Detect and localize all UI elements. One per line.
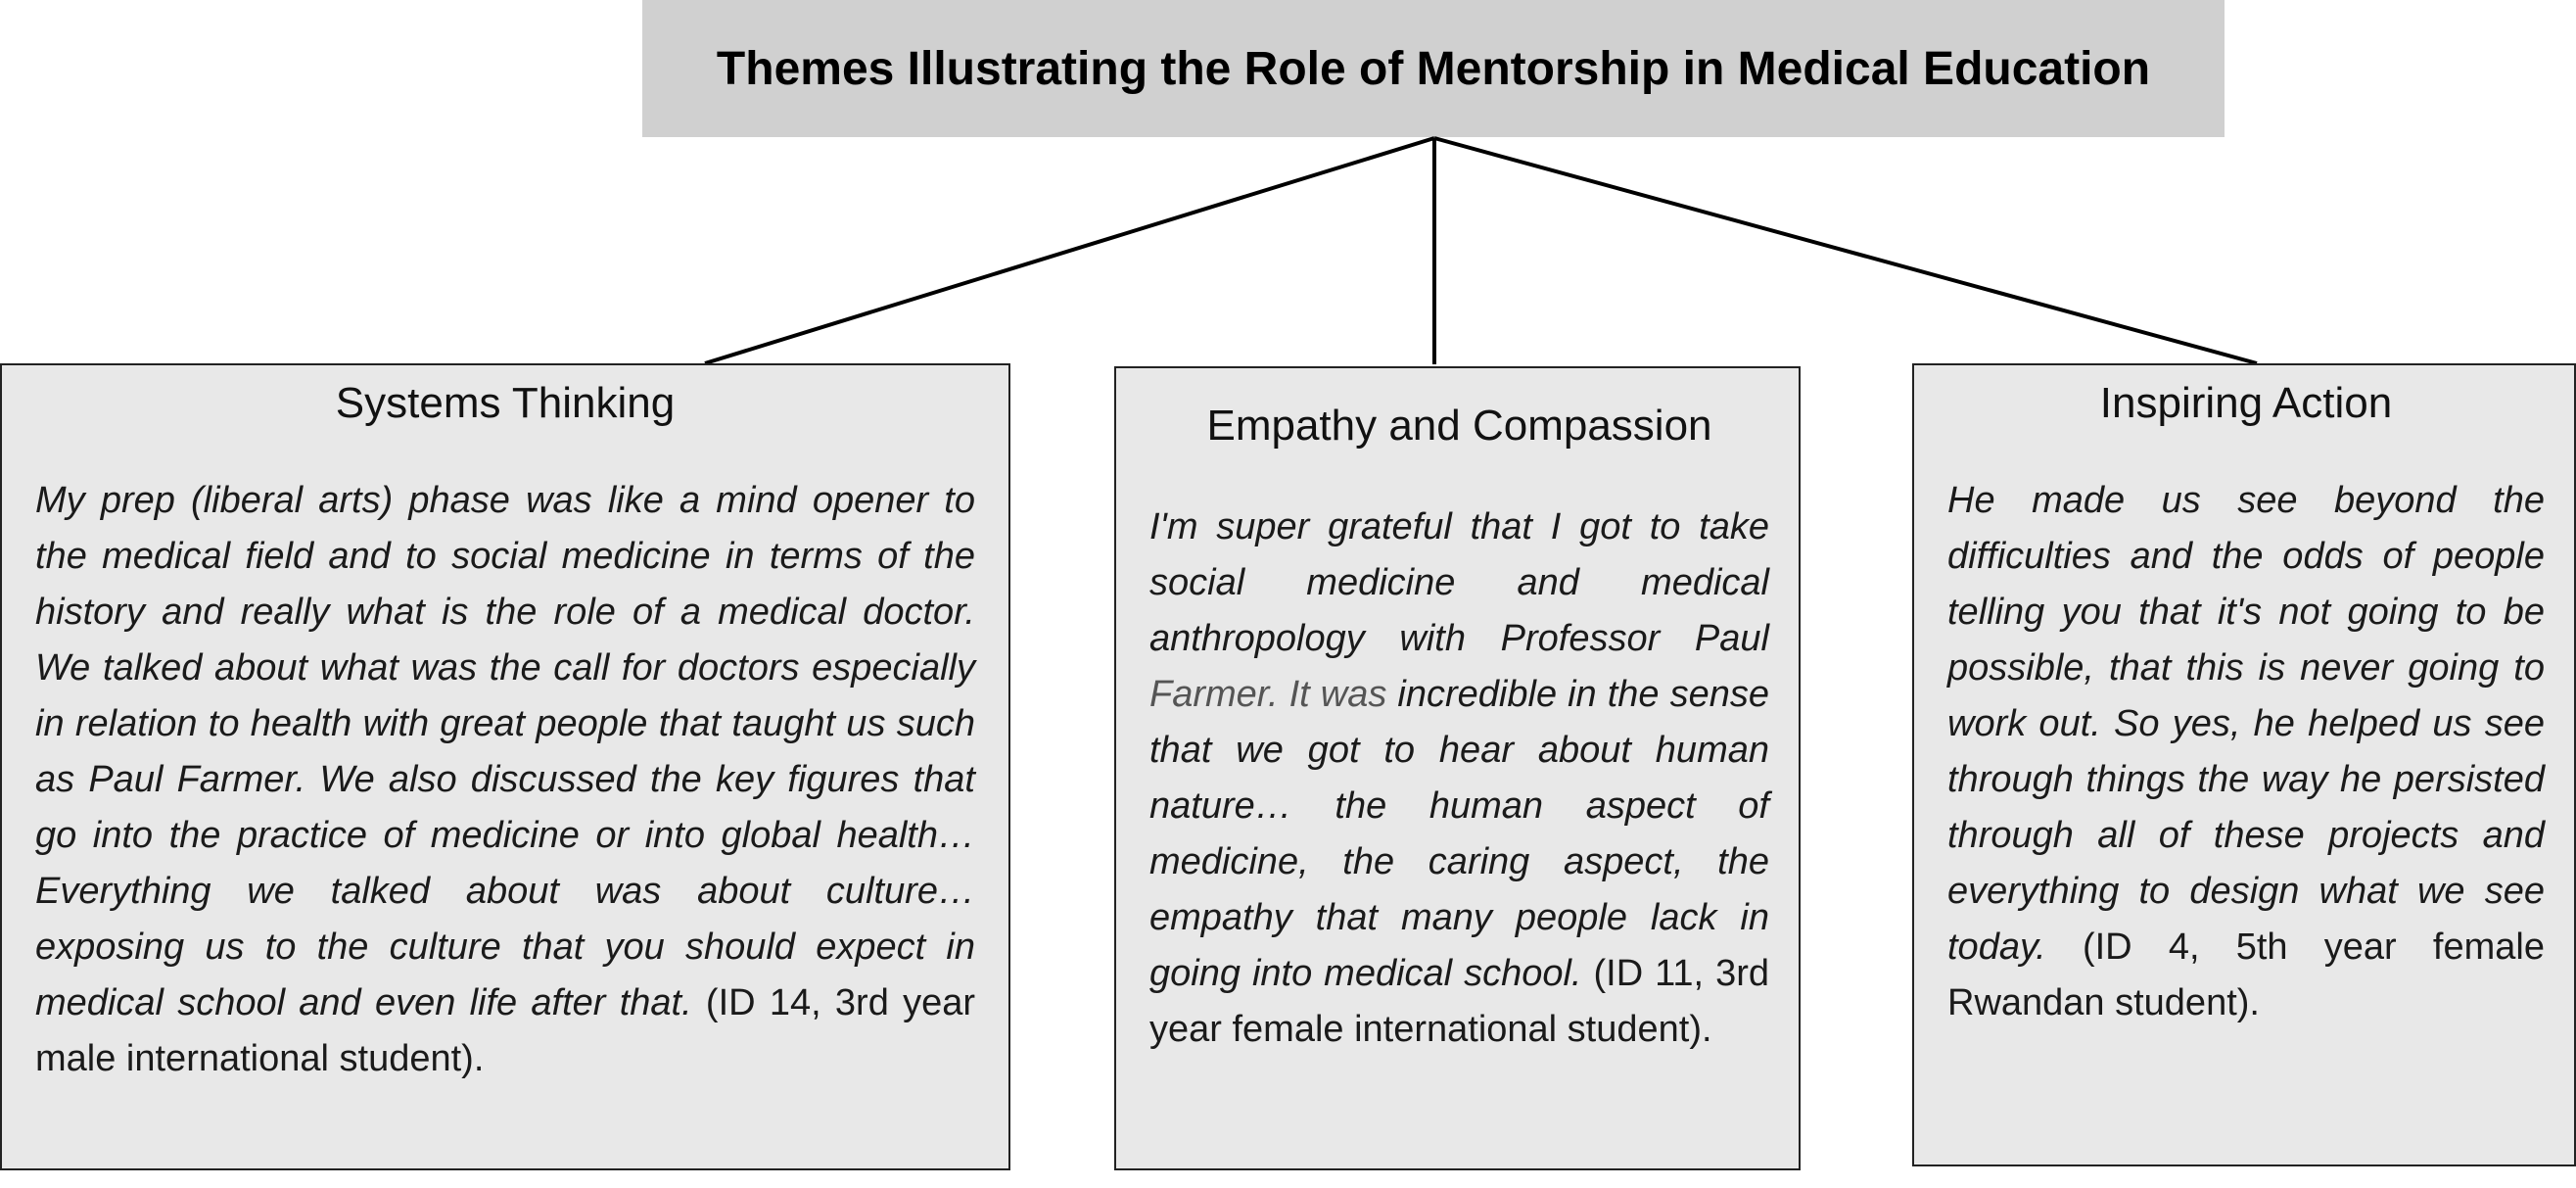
theme-box-systems-thinking	[0, 363, 1010, 1170]
theme-heading: Systems Thinking	[335, 379, 676, 427]
theme-heading: Inspiring Action	[2099, 379, 2393, 427]
diagram-title: Themes Illustrating the Role of Mentorship in Medical Education	[716, 42, 2151, 95]
quote-text: He made us see beyond the difficulties and the odds of people telling you that it's not going to be possible, that this is never going to work out. So yes, he helped us see through things the way he persisted through all of these projects and everything to design what we see today.	[1947, 480, 2545, 968]
quote-text-grey: Farmer. It was	[1149, 674, 1387, 715]
theme-quote	[1149, 499, 1769, 1058]
theme-box-empathy-compassion	[1114, 366, 1801, 1170]
quote-text: incredible in the sense that we got to hear about human nature… the human aspect of medicine, the caring aspect, the empathy that many people lack in going into medical school.	[1149, 674, 1769, 994]
theme-heading: Empathy and Compassion	[1206, 402, 1712, 450]
quote-citation: (ID 14, 3rd year male international student).	[35, 982, 975, 1079]
connector-right	[1434, 138, 2257, 363]
theme-box-inspiring-action	[1912, 363, 2576, 1166]
connector-left	[705, 138, 1434, 363]
quote-text: I'm super grateful that I got to take social medicine and medical anthropology with Professor Paul	[1149, 506, 1769, 659]
quote-text: My prep (liberal arts) phase was like a mind opener to the medical field and to social medicine in terms of the history and really what is the role of a medical doctor. We talked about what was the call for doctors especially in relation to health with great people that taught us such as Paul Farmer. We also discussed the key figures that go into the practice of medicine or into global health… Everything we talked about was about culture… exposing us to the culture that you should expect in medical school and even life after that.	[35, 480, 975, 1023]
theme-quote	[1947, 473, 2545, 1031]
quote-citation: (ID 4, 5th year female Rwandan student).	[1947, 927, 2545, 1023]
quote-citation: (ID 11, 3rd year female international student).	[1149, 953, 1770, 1050]
theme-quote	[35, 473, 975, 1087]
